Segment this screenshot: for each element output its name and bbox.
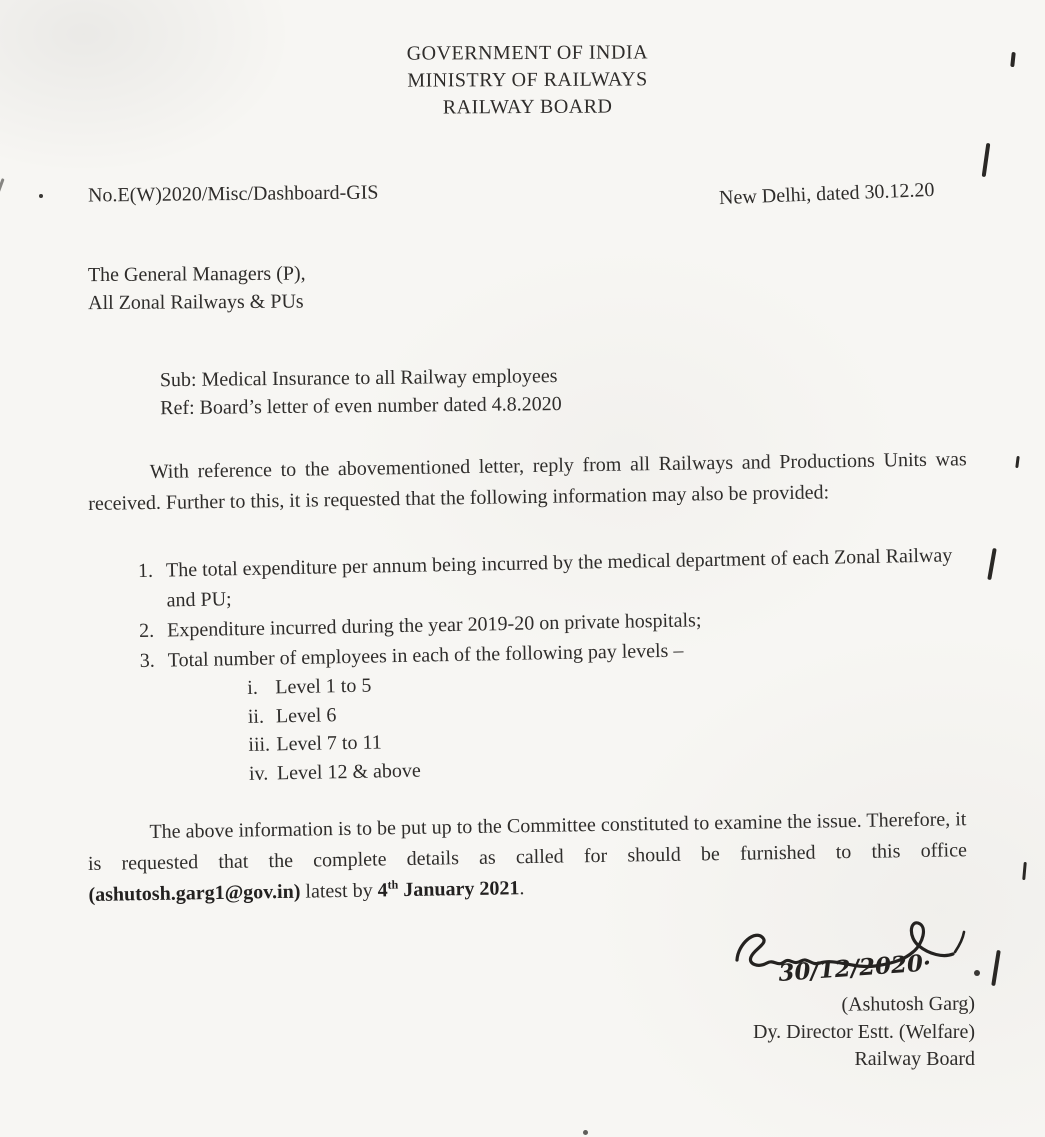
list-item-text: Expenditure incurred during the year 2019-20 on private hospitals; bbox=[166, 609, 702, 642]
place-and-date: New Delhi, dated 30.12.20 bbox=[719, 178, 936, 210]
signature-block bbox=[645, 918, 975, 1073]
list-item-text: Total number of employees in each of the following pay levels – bbox=[167, 639, 684, 672]
para2-text: The above information is to be put up to the Committee constituted to examine the issue. Therefore, it is requested that the complete details as called for should be furnished to this office bbox=[87, 808, 968, 875]
ink-mark bbox=[0, 178, 4, 194]
ink-dot bbox=[39, 194, 43, 198]
signatory-name: (Ashutosh Garg) bbox=[841, 992, 976, 1016]
ink-dot bbox=[974, 970, 980, 976]
letterhead bbox=[88, 38, 967, 124]
ink-mark bbox=[1010, 52, 1015, 67]
addressee-line-1: The General Managers (P), bbox=[87, 262, 306, 287]
list-item-marker: 1. bbox=[137, 559, 154, 583]
email-address: (ashutosh.garg1@gov.in) bbox=[88, 880, 301, 906]
sublist-item-text: Level 6 bbox=[275, 703, 337, 727]
ink-mark bbox=[982, 143, 991, 177]
sublist-item-marker: ii. bbox=[247, 705, 265, 728]
sublist-item-marker: i. bbox=[247, 676, 259, 699]
subject-line: Sub: Medical Insurance to all Railway employees bbox=[159, 365, 558, 392]
deadline-day: 4 bbox=[377, 879, 388, 902]
para2-period: . bbox=[519, 877, 525, 900]
list-item-marker: 3. bbox=[139, 649, 155, 673]
addressee-block bbox=[88, 255, 967, 317]
subject-block bbox=[160, 358, 968, 422]
sublist-item-text: Level 7 to 11 bbox=[276, 731, 382, 756]
numbered-list bbox=[138, 540, 969, 790]
ink-mark bbox=[991, 950, 1001, 986]
deadline-date: January 2021 bbox=[398, 877, 520, 902]
letterhead-ministry: MINISTRY OF RAILWAYS bbox=[407, 68, 648, 92]
reference-row bbox=[87, 178, 967, 210]
signatory-designation: Dy. Director Estt. (Welfare) bbox=[753, 1021, 975, 1043]
sublist-item-text: Level 1 to 5 bbox=[275, 674, 372, 699]
letterhead-board: RAILWAY BOARD bbox=[442, 95, 613, 119]
sublist-item-marker: iii. bbox=[248, 733, 271, 756]
ink-dot bbox=[583, 1130, 588, 1135]
body-paragraph-1: With reference to the abovementioned letter, reply from all Railways and Productions Units was received. Further to this, it is requested that the following information may also be provided: bbox=[88, 448, 967, 515]
list-item-marker: 2. bbox=[138, 619, 155, 643]
signature-scribble bbox=[723, 918, 983, 990]
deadline-ordinal: th bbox=[387, 877, 399, 892]
reference-line: Ref: Board’s letter of even number dated 4.8.2020 bbox=[160, 393, 562, 420]
ink-mark bbox=[1022, 862, 1027, 880]
ink-mark bbox=[1015, 456, 1019, 468]
letterhead-government: GOVERNMENT OF INDIA bbox=[406, 41, 649, 65]
sublist-item-marker: iv. bbox=[248, 762, 269, 785]
ink-mark bbox=[987, 548, 996, 580]
roman-sublist bbox=[247, 660, 969, 788]
sublist-item-text: Level 12 & above bbox=[276, 759, 421, 784]
file-number: No.E(W)2020/Misc/Dashboard-GIS bbox=[87, 181, 379, 207]
addressee-line-2: All Zonal Railways & PUs bbox=[88, 290, 304, 315]
body-paragraph-2 bbox=[87, 804, 967, 911]
handwritten-date: 30/12/2020· bbox=[777, 949, 932, 987]
list-item-text: The total expenditure per annum being incurred by the medical department of each Zonal Railway and PU; bbox=[165, 544, 953, 612]
para2-connector: latest by bbox=[300, 879, 378, 903]
signatory-organization: Railway Board bbox=[854, 1048, 975, 1070]
